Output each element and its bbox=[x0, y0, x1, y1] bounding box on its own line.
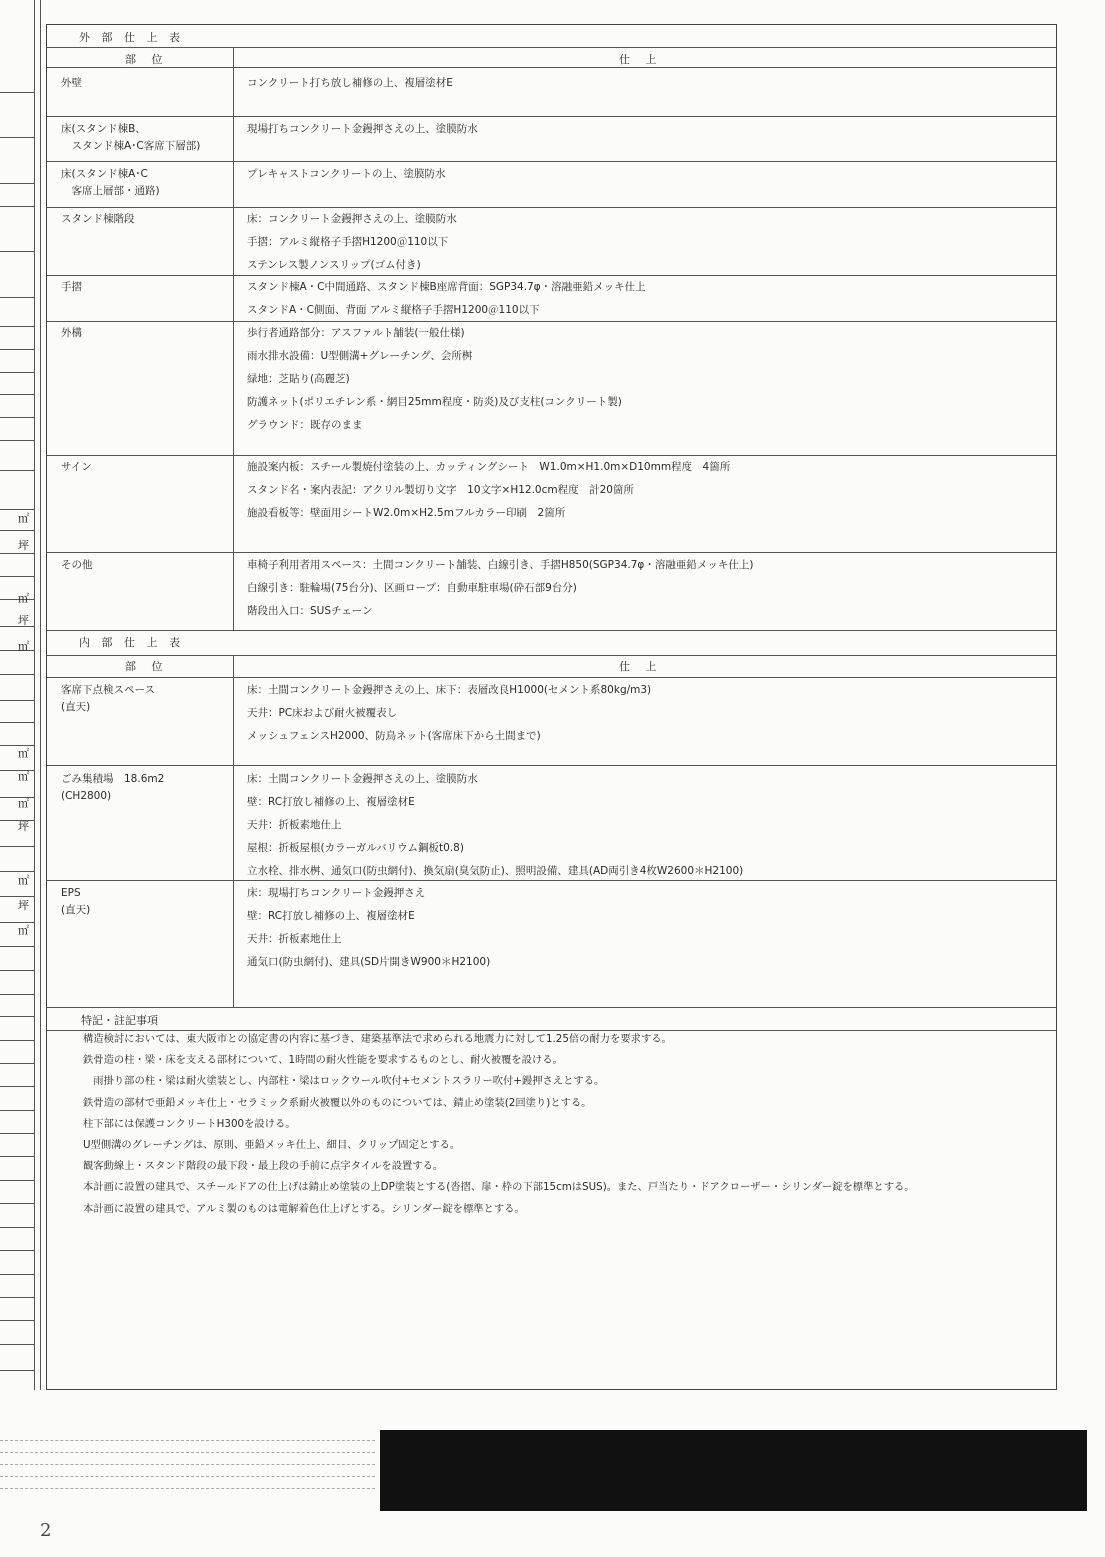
finish-line: 歩行者通路部分：アスファルト舗装(一般仕様) bbox=[247, 327, 465, 339]
divider bbox=[47, 67, 1056, 68]
finish-line: 天井：折板素地仕上 bbox=[247, 933, 342, 945]
exterior-finish bbox=[247, 557, 1048, 626]
page-number: 2 bbox=[40, 1520, 52, 1541]
exterior-finish bbox=[247, 75, 1048, 98]
margin-edge-line bbox=[0, 576, 34, 577]
margin-edge-line bbox=[0, 946, 34, 947]
finish-line: 雨水排水設備：U型側溝+グレーチング、会所桝 bbox=[247, 350, 473, 362]
exterior-finish bbox=[247, 459, 1048, 528]
exterior-finish bbox=[247, 279, 1048, 325]
dashed-rule bbox=[0, 1452, 375, 1453]
exterior-finish bbox=[247, 121, 1048, 144]
margin-edge-line bbox=[0, 530, 34, 531]
interior-area-label: EPS (直天) bbox=[61, 887, 91, 916]
margin-edge-line bbox=[0, 1344, 34, 1345]
margin-edge-line bbox=[0, 372, 34, 373]
dashed-rule bbox=[0, 1488, 375, 1489]
margin-unit: ㎡ bbox=[18, 797, 29, 810]
finish-line: 床：土間コンクリート金鏝押さえの上、塗膜防水 bbox=[247, 773, 478, 785]
exterior-area-label: 外構 bbox=[61, 327, 82, 339]
divider bbox=[47, 655, 1056, 656]
exterior-area-label: 床(スタンド棟B、 スタンド棟A･C客席下層部) bbox=[61, 123, 201, 152]
margin-edge-line bbox=[0, 1040, 34, 1041]
row-divider bbox=[47, 455, 1056, 456]
divider bbox=[47, 47, 1056, 48]
margin-edge-line bbox=[0, 1320, 34, 1321]
exterior-finish bbox=[247, 325, 1048, 440]
finish-line: 車椅子利用者用スペース：土間コンクリート舗装、白線引き、手摺H850(SGP34.7φ・溶融亜鉛メッキ仕上) bbox=[247, 559, 754, 571]
row-divider bbox=[47, 275, 1056, 276]
margin-rule bbox=[34, 0, 35, 1390]
finish-line: 施設看板等：壁面用シートW2.0m×H2.5mフルカラー印刷 2箇所 bbox=[247, 507, 566, 519]
exterior-area-label: その他 bbox=[61, 559, 93, 571]
exterior-table-title: 外 部 仕 上 表 bbox=[79, 31, 184, 44]
margin-unit: ㎡ bbox=[18, 512, 29, 525]
finish-line: コンクリート打ち放し補修の上、複層塗材E bbox=[247, 77, 453, 89]
margin-edge-line bbox=[0, 1180, 34, 1181]
interior-area-label: 客席下点検スペース (直天) bbox=[61, 684, 155, 713]
finish-line: ステンレス製ノンスリップ(ゴム付き) bbox=[247, 259, 421, 271]
margin-edge-line bbox=[0, 440, 34, 441]
interior-finish bbox=[247, 771, 1048, 886]
finish-line: 階段出入口：SUSチェーン bbox=[247, 605, 373, 617]
interior-col-finish-header: 仕 上 bbox=[619, 660, 663, 673]
finish-line: 通気口(防虫網付)、建具(SD片開きW900＊H2100) bbox=[247, 956, 491, 968]
exterior-area-label: 床(スタンド棟A･C 客席上層部・通路) bbox=[61, 168, 160, 197]
margin-edge-line bbox=[0, 1370, 34, 1371]
column-divider bbox=[233, 655, 234, 1007]
exterior-finish bbox=[247, 211, 1048, 280]
note-item: 本計画に設置の建具で、アルミ製のものは電解着色仕上げとする。シリンダー錠を標準とする。 bbox=[83, 1202, 525, 1215]
margin-unit: 坪 bbox=[18, 899, 29, 912]
finish-line: 現場打ちコンクリート金鏝押さえの上、塗膜防水 bbox=[247, 123, 478, 135]
exterior-area-label: 外壁 bbox=[61, 77, 82, 89]
margin-rule-inner bbox=[40, 0, 41, 1390]
margin-edge-line bbox=[0, 722, 34, 723]
margin-unit: 坪 bbox=[18, 539, 29, 552]
note-item: 観客動線上・スタンド階段の最下段・最上段の手前に点字タイルを設置する。 bbox=[83, 1160, 444, 1173]
margin-unit: ㎡ bbox=[18, 640, 29, 653]
redacted-block bbox=[380, 1430, 1087, 1511]
margin-edge-line bbox=[0, 1156, 34, 1157]
exterior-area-label: スタンド棟階段 bbox=[61, 213, 135, 225]
finish-line: メッシュフェンスH2000、防鳥ネット(客席床下から土間まで) bbox=[247, 730, 541, 742]
exterior-col-area-header: 部 位 bbox=[125, 53, 169, 66]
row-divider bbox=[47, 552, 1056, 553]
row-divider bbox=[47, 321, 1056, 322]
margin-edge-line bbox=[0, 1227, 34, 1228]
row-divider bbox=[47, 880, 1056, 881]
section-divider bbox=[47, 1007, 1056, 1008]
note-item: U型側溝のグレーチングは、原則、亜鉛メッキ仕上、細目、クリップ固定とする。 bbox=[83, 1138, 461, 1151]
margin-edge-line bbox=[0, 846, 34, 847]
margin-edge-line bbox=[0, 1250, 34, 1251]
finish-line: プレキャストコンクリートの上、塗膜防水 bbox=[247, 168, 446, 180]
note-item: 構造検討においては、東大阪市との協定書の内容に基づき、建築基準法で求められる地震力に対して1.25倍の耐力を要求する。 bbox=[83, 1033, 672, 1045]
section-divider bbox=[47, 630, 1056, 631]
interior-area-label: ごみ集積場 18.6m2 (CH2800) bbox=[61, 773, 165, 802]
margin-unit: ㎡ bbox=[18, 924, 29, 937]
note-item: 鉄骨造の部材で亜鉛メッキ仕上・セラミック系耐火被覆以外のものについては、錆止め塗装(2回塗り)とする。 bbox=[83, 1096, 592, 1109]
finish-line: 床：現場打ちコンクリート金鏝押さえ bbox=[247, 887, 426, 899]
exterior-col-finish-header: 仕 上 bbox=[619, 53, 663, 66]
finish-line: 立水栓、排水桝、通気口(防虫網付)、換気扇(臭気防止)、照明設備、建具(AD両引き4枚W2600＊H2100) bbox=[247, 865, 744, 877]
margin-edge-line bbox=[0, 1063, 34, 1064]
row-divider bbox=[47, 116, 1056, 117]
margin-edge-line bbox=[0, 1086, 34, 1087]
margin-edge-line bbox=[0, 297, 34, 298]
column-divider bbox=[233, 47, 234, 630]
row-divider bbox=[47, 207, 1056, 208]
finish-line: 天井：折板素地仕上 bbox=[247, 819, 342, 831]
finish-line: 壁：RC打放し補修の上、複層塗材E bbox=[247, 796, 415, 808]
margin-unit: 坪 bbox=[18, 820, 29, 833]
margin-unit: ㎡ bbox=[18, 770, 29, 783]
exterior-finish bbox=[247, 166, 1048, 189]
notes-title: 特記・註記事項 bbox=[81, 1014, 158, 1027]
margin-unit: ㎡ bbox=[18, 747, 29, 760]
note-item: 鉄骨造の柱・梁・床を支える部材について、1時間の耐火性能を要求するものとし、耐火被覆を設ける。 bbox=[83, 1054, 563, 1067]
finish-line: 床：コンクリート金鏝押さえの上、塗膜防水 bbox=[247, 213, 457, 225]
divider bbox=[47, 677, 1056, 678]
finish-schedule-sheet bbox=[46, 24, 1057, 1390]
note-item: 柱下部には保護コンクリートH300を設ける。 bbox=[83, 1117, 296, 1130]
margin-edge-line bbox=[0, 92, 34, 93]
margin-edge-line bbox=[0, 394, 34, 395]
notes-list bbox=[83, 1031, 1046, 1222]
row-divider bbox=[47, 161, 1056, 162]
finish-line: スタンド棟A・C中間通路、スタンド棟B座席背面：SGP34.7φ・溶融亜鉛メッキ仕上 bbox=[247, 281, 646, 293]
interior-finish bbox=[247, 682, 1048, 751]
finish-line: 屋根：折板屋根(カラーガルバリウム鋼板t0.8) bbox=[247, 842, 464, 854]
margin-edge-line bbox=[0, 137, 34, 138]
margin-edge-line bbox=[0, 1297, 34, 1298]
margin-edge-line bbox=[0, 206, 34, 207]
exterior-area-label: サイン bbox=[61, 461, 92, 473]
margin-edge-line bbox=[0, 553, 34, 554]
interior-finish bbox=[247, 885, 1048, 977]
margin-unit: ㎡ bbox=[18, 592, 29, 605]
margin-edge-line bbox=[0, 1203, 34, 1204]
dashed-rule bbox=[0, 1440, 375, 1441]
margin-edge-line bbox=[0, 1274, 34, 1275]
finish-line: スタンドA・C側面、背面 アルミ縦格子手摺H1200＠110以下 bbox=[247, 304, 540, 316]
margin-edge-line bbox=[0, 1133, 34, 1134]
margin-edge-line bbox=[0, 700, 34, 701]
finish-line: 白線引き：駐輪場(75台分)、区画ロープ：自動車駐車場(砕石部9台分) bbox=[247, 582, 577, 594]
interior-table-title: 内 部 仕 上 表 bbox=[79, 636, 184, 649]
finish-line: スタンド名・案内表記：アクリル製切り文字 10文字×H12.0cm程度 計20箇所 bbox=[247, 484, 634, 496]
finish-line: 天井：PC床および耐火被覆表し bbox=[247, 707, 398, 719]
finish-line: 防護ネット(ポリエチレン系・網目25mm程度・防炎)及び支柱(コンクリート製) bbox=[247, 396, 622, 408]
margin-edge-line bbox=[0, 1110, 34, 1111]
margin-edge-line bbox=[0, 417, 34, 418]
margin-unit: 坪 bbox=[18, 614, 29, 627]
exterior-area-label: 手摺 bbox=[61, 281, 82, 293]
note-item: 本計画に設置の建具で、スチールドアの仕上げは錆止め塗装の上DP塗装とする(沓摺、扉・枠の下部15cmはSUS)。また、戸当たり・ドアクローザー・シリンダー錠を標準とする。 bbox=[83, 1181, 915, 1194]
margin-edge-line bbox=[0, 674, 34, 675]
margin-edge-line bbox=[0, 1016, 34, 1017]
row-divider bbox=[47, 765, 1056, 766]
margin-edge-line bbox=[0, 970, 34, 971]
note-item: 雨掛り部の柱・梁は耐火塗装とし、内部柱・梁はロックウール吹付+セメントスラリー吹付+鏝押さえとする。 bbox=[83, 1075, 605, 1088]
dashed-rule bbox=[0, 1476, 375, 1477]
finish-line: グラウンド：既存のまま bbox=[247, 419, 363, 431]
margin-edge-line bbox=[0, 326, 34, 327]
margin-edge-line bbox=[0, 251, 34, 252]
finish-line: 床：土間コンクリート金鏝押さえの上、床下：表層改良H1000(セメント系80kg/m3) bbox=[247, 684, 652, 696]
dashed-rule bbox=[0, 1464, 375, 1465]
margin-edge-line bbox=[0, 994, 34, 995]
finish-line: 緑地：芝貼り(高麗芝) bbox=[247, 373, 350, 385]
finish-line: 手摺：アルミ縦格子手摺H1200＠110以下 bbox=[247, 236, 449, 248]
finish-line: 壁：RC打放し補修の上、複層塗材E bbox=[247, 910, 415, 922]
finish-line: 施設案内板：スチール製焼付塗装の上、カッティングシート W1.0m×H1.0m×D10mm程度 4箇所 bbox=[247, 461, 731, 473]
margin-edge-line bbox=[0, 349, 34, 350]
margin-unit: ㎡ bbox=[18, 874, 29, 887]
interior-col-area-header: 部 位 bbox=[125, 660, 169, 673]
margin-edge-line bbox=[0, 183, 34, 184]
margin-edge-line bbox=[0, 470, 34, 471]
